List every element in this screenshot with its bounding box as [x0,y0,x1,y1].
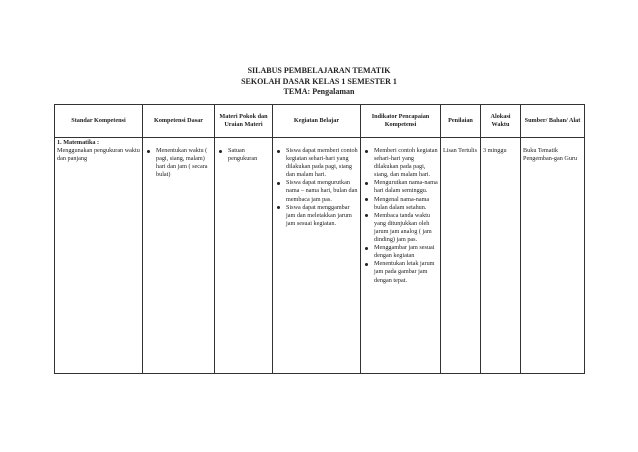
header-sumber: Sumber/ Bahan/ Alat [521,105,585,138]
document-title [0,66,638,98]
title-line-1: SILABUS PEMBELAJARAN TEMATIK [247,66,391,75]
subject-label: 1. Matematika : [57,139,100,146]
list-item: Memberi contoh kegiatan sehari-hari yang dilakukan pada pagi, siang, dan malam hari. [363,147,438,179]
list-item: Menentukan letak jarum jam pada gambar jam dengan tepat. [363,260,438,284]
kegiatan-list [275,147,358,228]
cell-kegiatan [273,138,361,374]
penilaian-text: Lisan Tertulis [443,147,477,154]
list-item: Siswa dapat memberi contoh kegiatan sehari-hari yang dilakukan pada pagi, siang dan malam hari. [275,147,358,179]
list-item: Siswa dapat menggambar jam dan meletakkan jarum jam sesuai kegiatan. [275,204,358,228]
header-materi: Materi Pokok dan Uraian Materi [215,105,273,138]
indikator-list [363,147,438,285]
header-penilaian: Penilaian [441,105,481,138]
cell-standar [55,138,143,374]
sumber-text: Buku Tematik Pengemban-gan Guru [523,147,578,163]
kompetensi-list [145,147,212,179]
standar-text: Menggunakan pengukuran waktu dan panjang [57,147,140,163]
header-kompetensi-dasar: Kompetensi Dasar [143,105,215,138]
header-kegiatan: Kegiatan Belajar [273,105,361,138]
header-indikator: Indikator Pencapaian Kompetensi [361,105,441,138]
cell-kompetensi-dasar [143,138,215,374]
syllabus-table [54,104,585,374]
header-standar: Standar Kompetensi [55,105,143,138]
list-item: Siswa dapat mengurutkan nama – nama hari, bulan dan membaca jam pas. [275,179,358,203]
cell-materi [215,138,273,374]
list-item: Mengenal nama-nama bulan dalam setahun. [363,196,438,212]
alokasi-text: 3 minggu [483,147,507,154]
list-item: Satuan pengukuran [217,147,270,163]
list-item: Membaca tanda waktu yang ditunjukkan oleh jarum jam analog ( jam dinding) jam pas. [363,212,438,244]
cell-sumber [521,138,585,374]
cell-indikator [361,138,441,374]
cell-penilaian [441,138,481,374]
table-row [55,138,585,374]
cell-alokasi [481,138,521,374]
list-item: Menggambar jam sesuai dengan kegiatan [363,244,438,260]
header-alokasi: Alokasi Waktu [481,105,521,138]
list-item: Mengurutkan nama-nama hari dalam seminggu. [363,179,438,195]
header-row [55,105,585,138]
title-line-2: SEKOLAH DASAR KELAS 1 SEMESTER 1 [241,76,397,86]
title-line-3: TEMA: Pengalaman [283,87,355,96]
materi-list [217,147,270,163]
list-item: Menentukan waktu ( pagi, siang, malam) hari dan jam ( secara bulat) [145,147,212,179]
